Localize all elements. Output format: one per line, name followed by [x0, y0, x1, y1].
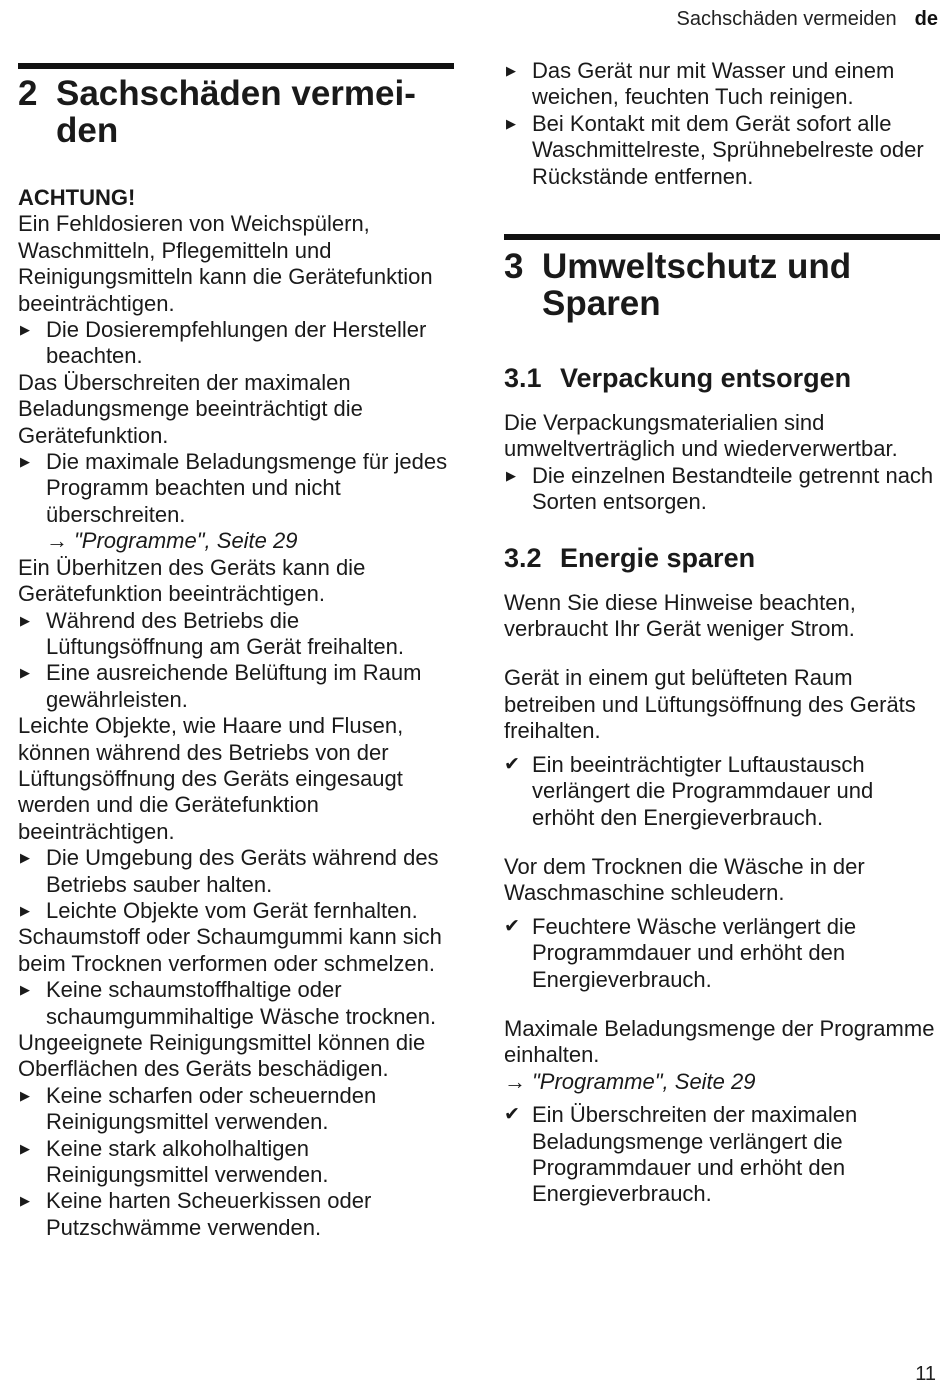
step-list [18, 1083, 454, 1241]
step-list [18, 608, 454, 714]
paragraph: Vor dem Trocknen die Wäsche in der Waschmaschine schleudern. [504, 853, 865, 906]
bullet-icon: ▶ [506, 115, 516, 131]
checkmark-icon: ✔ [504, 1104, 520, 1126]
paragraph: Leichte Objekte, wie Haare und Flusen, können während des Betriebs von der Lüftungsöffnung des Geräts eingesaugt werden und die Gerätefunktion beeinträchtigen. [18, 713, 404, 844]
list-item: ▶ Keine scharfen oder scheuernden Reinigungsmittel verwenden. [20, 1082, 377, 1135]
step-list [504, 463, 940, 516]
section-heading [504, 248, 940, 322]
checkmark-icon: ✔ [504, 753, 520, 775]
cross-reference[interactable]: → "Programme", Seite 29 [504, 1068, 756, 1094]
arrow-right-icon: → [504, 1068, 526, 1094]
arrow-right-icon: → [46, 528, 68, 554]
bullet-icon: ▶ [506, 63, 516, 78]
section-title: Umweltschutz und Sparen [542, 247, 852, 324]
paragraph: Ein Fehldosieren von Weichspülern, Waschmitteln, Pflegemitteln und Reinigungsmitteln kann die Gerätefunktion beeinträchtigen. [18, 211, 433, 316]
step-list [18, 845, 454, 924]
list-item: ✔ Ein Überschreiten der maximalen Beladungsmenge verlängert die Programmdauer und erhöht den Energieverbrauch. [504, 1102, 858, 1207]
subsection-number: 3.2 [504, 542, 542, 573]
list-item: ▶ Das Gerät nur mit Wasser und einem weichen, feuchten Tuch reinigen. [506, 58, 895, 110]
list-item: ▶ Bei Kontakt mit dem Gerät sofort alle Waschmittelreste, Sprühnebelreste oder Rückstände entfernen. [506, 110, 924, 189]
subsection-title: Verpackung entsorgen [560, 363, 852, 394]
result-list [504, 1102, 940, 1208]
bullet-icon: ▶ [506, 467, 516, 483]
bullet-icon: ▶ [20, 454, 30, 470]
warning-label: ACHTUNG! [18, 185, 136, 210]
running-title: Sachschäden vermeiden [676, 8, 897, 30]
paragraph: Ein Überhitzen des Geräts kann die Gerätefunktion beeinträchtigen. [18, 554, 366, 607]
section-number: 2 [18, 74, 38, 113]
language-code: de [914, 8, 938, 30]
subsection-title: Energie sparen [560, 542, 756, 573]
list-item: ▶ Eine ausreichende Belüftung im Raum gewährleisten. [20, 660, 422, 712]
list-item: ▶ Die Dosierempfehlungen der Hersteller beachten. [20, 317, 427, 369]
step-list [18, 449, 454, 528]
step-list [18, 317, 454, 370]
cross-reference[interactable]: → "Programme", Seite 29 [46, 528, 298, 554]
right-column [504, 0, 940, 1208]
result-list [504, 914, 940, 993]
paragraph: Ungeeignete Reinigungsmittel können die Oberflächen des Geräts beschädigen. [18, 1030, 426, 1082]
paragraph: Gerät in einem gut belüfteten Raum betreiben und Lüftungsöffnung des Geräts freihalten. [504, 665, 916, 744]
section-rule [504, 234, 940, 240]
subsection-number: 3.1 [504, 363, 542, 394]
bullet-icon: ▶ [20, 1140, 30, 1156]
section-rule [18, 63, 454, 69]
bullet-icon: ▶ [20, 1087, 30, 1103]
bullet-icon: ▶ [20, 1193, 30, 1209]
subsection-heading [504, 543, 940, 573]
subsection-heading [504, 363, 940, 393]
section-number: 3 [504, 247, 524, 287]
paragraph: Schaumstoff oder Schaumgummi kann sich beim Trocknen verformen oder schmelzen. [18, 924, 442, 976]
list-item: ✔ Ein beeinträchtigter Luftaustausch verlängert die Programmdauer und erhöht den Energieverbrauch. [504, 751, 874, 830]
paragraph: Maximale Beladungsmenge der Programme einhalten. [504, 1015, 935, 1068]
result-list [504, 752, 940, 831]
bullet-icon: ▶ [20, 612, 30, 628]
list-item: ▶ Während des Betriebs die Lüftungsöffnung am Gerät freihalten. [20, 607, 404, 659]
bullet-icon: ▶ [20, 902, 30, 918]
section-title: Sachschäden vermei- den [56, 74, 416, 150]
list-item: ▶ Die einzelnen Bestandteile getrennt nach Sorten entsorgen. [506, 462, 934, 515]
paragraph: Die Verpackungsmaterialien sind umweltverträglich und wiederverwertbar. [504, 410, 898, 462]
paragraph: Das Überschreiten der maximalen Beladungsmenge beeinträchtigt die Gerätefunktion. [18, 369, 363, 448]
page-number: 11 [915, 1363, 936, 1385]
checkmark-icon: ✔ [504, 915, 520, 937]
list-item: ▶ Die Umgebung des Geräts während des Betriebs sauber halten. [20, 845, 439, 897]
paragraph: Wenn Sie diese Hinweise beachten, verbraucht Ihr Gerät weniger Strom. [504, 589, 856, 642]
step-list [504, 58, 940, 190]
list-item: ▶ Keine schaumstoffhaltige oder schaumgummihaltige Wäsche trocknen. [20, 977, 437, 1029]
bullet-icon: ▶ [20, 850, 30, 866]
left-column [18, 0, 454, 1241]
bullet-icon: ▶ [20, 665, 30, 681]
list-item: ▶ Keine stark alkoholhaltigen Reinigungsmittel verwenden. [20, 1135, 329, 1188]
section-heading [18, 75, 454, 149]
list-item: ✔ Feuchtere Wäsche verlängert die Programmdauer und erhöht den Energieverbrauch. [504, 913, 857, 992]
bullet-icon: ▶ [20, 982, 30, 998]
list-item: ▶ Die maximale Beladungsmenge für jedes Programm beachten und nicht überschreiten. [20, 449, 448, 527]
step-list [18, 977, 454, 1030]
bullet-icon: ▶ [20, 322, 30, 338]
list-item: ▶ Leichte Objekte vom Gerät fernhalten. [20, 897, 418, 923]
list-item: ▶ Keine harten Scheuerkissen oder Putzschwämme verwenden. [20, 1188, 372, 1240]
